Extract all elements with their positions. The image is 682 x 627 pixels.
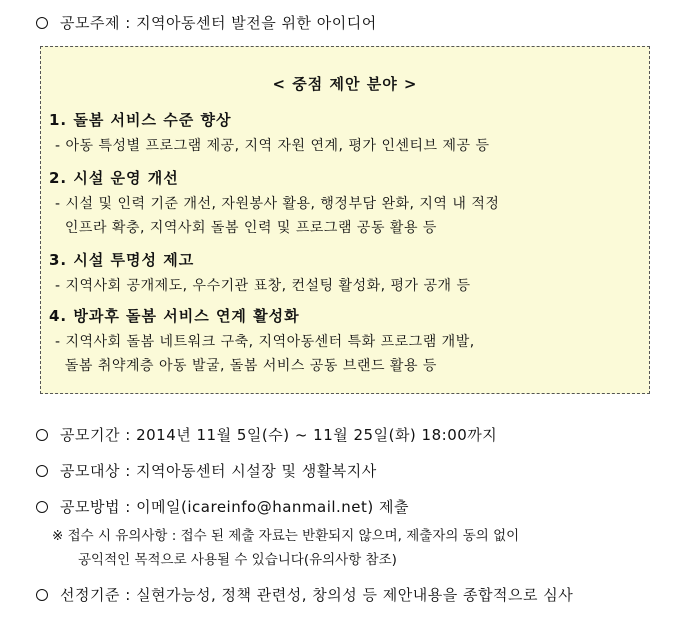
note-line-1: ※ 접수 시 유의사항 : 접수 된 제출 자료는 반환되지 않으며, 제출자의 동의 없이 [52,528,520,544]
focus-areas-box [40,46,650,394]
section-3-line-1: - 지역사회 공개제도, 우수기관 표창, 컨설팅 활성화, 평가 공개 등 [55,278,471,294]
criteria-value: 실현가능성, 정책 관련성, 창의성 등 제안내용을 종합적으로 심사 [136,586,574,604]
criteria-text: 선정기준 : 실현가능성, 정책 관련성, 창의성 등 제안내용을 종합적으로 심사 [60,586,574,604]
period-value: 2014년 11월 5일(수) ~ 11월 25일(화) 18:00까지 [136,426,498,444]
target-label: 공모대상 [60,462,120,480]
section-3-heading: 3. 시설 투명성 제고 [49,251,195,269]
box-title: < 중점 제안 분야 > [272,75,418,93]
circle-bullet-icon [36,501,48,513]
method-value: 이메일(icareinfo@hanmail.net) 제출 [136,498,410,516]
section-4-line-2: 돌봄 취약계층 아동 발굴, 돌봄 서비스 공동 브랜드 활용 등 [55,358,437,374]
section-1-heading: 1. 돌봄 서비스 수준 향상 [49,111,232,129]
section-1-line-1: - 아동 특성별 프로그램 제공, 지역 자원 연계, 평가 인센티브 제공 등 [55,138,490,154]
topic-label: 공모주제 [60,14,120,32]
period-label: 공모기간 [60,426,120,444]
circle-bullet-icon [36,17,48,29]
note-line-2: 공익적인 목적으로 사용될 수 있습니다(유의사항 참조) [78,552,397,568]
period-text: 공모기간 : 2014년 11월 5일(수) ~ 11월 25일(화) 18:00까지 [60,426,498,444]
circle-bullet-icon [36,589,48,601]
topic-value: 지역아동센터 발전을 위한 아이디어 [136,14,377,32]
method-text: 공모방법 : 이메일(icareinfo@hanmail.net) 제출 [60,498,410,516]
target-value: 지역아동센터 시설장 및 생활복지사 [136,462,377,480]
method-label: 공모방법 [60,498,120,516]
topic-text: 공모주제 : 지역아동센터 발전을 위한 아이디어 [60,14,377,32]
circle-bullet-icon [36,465,48,477]
circle-bullet-icon [36,429,48,441]
section-4-line-1: - 지역사회 돌봄 네트워크 구축, 지역아동센터 특화 프로그램 개발, [55,334,475,350]
section-2-heading: 2. 시설 운영 개선 [49,169,179,187]
criteria-label: 선정기준 [60,586,120,604]
section-2-line-2: 인프라 확충, 지역사회 돌봄 인력 및 프로그램 공동 활용 등 [55,220,437,236]
target-text: 공모대상 : 지역아동센터 시설장 및 생활복지사 [60,462,377,480]
section-2-line-1: - 시설 및 인력 기준 개선, 자원봉사 활용, 행정부담 완화, 지역 내 적정 [55,196,500,212]
section-4-heading: 4. 방과후 돌봄 서비스 연계 활성화 [49,307,300,325]
